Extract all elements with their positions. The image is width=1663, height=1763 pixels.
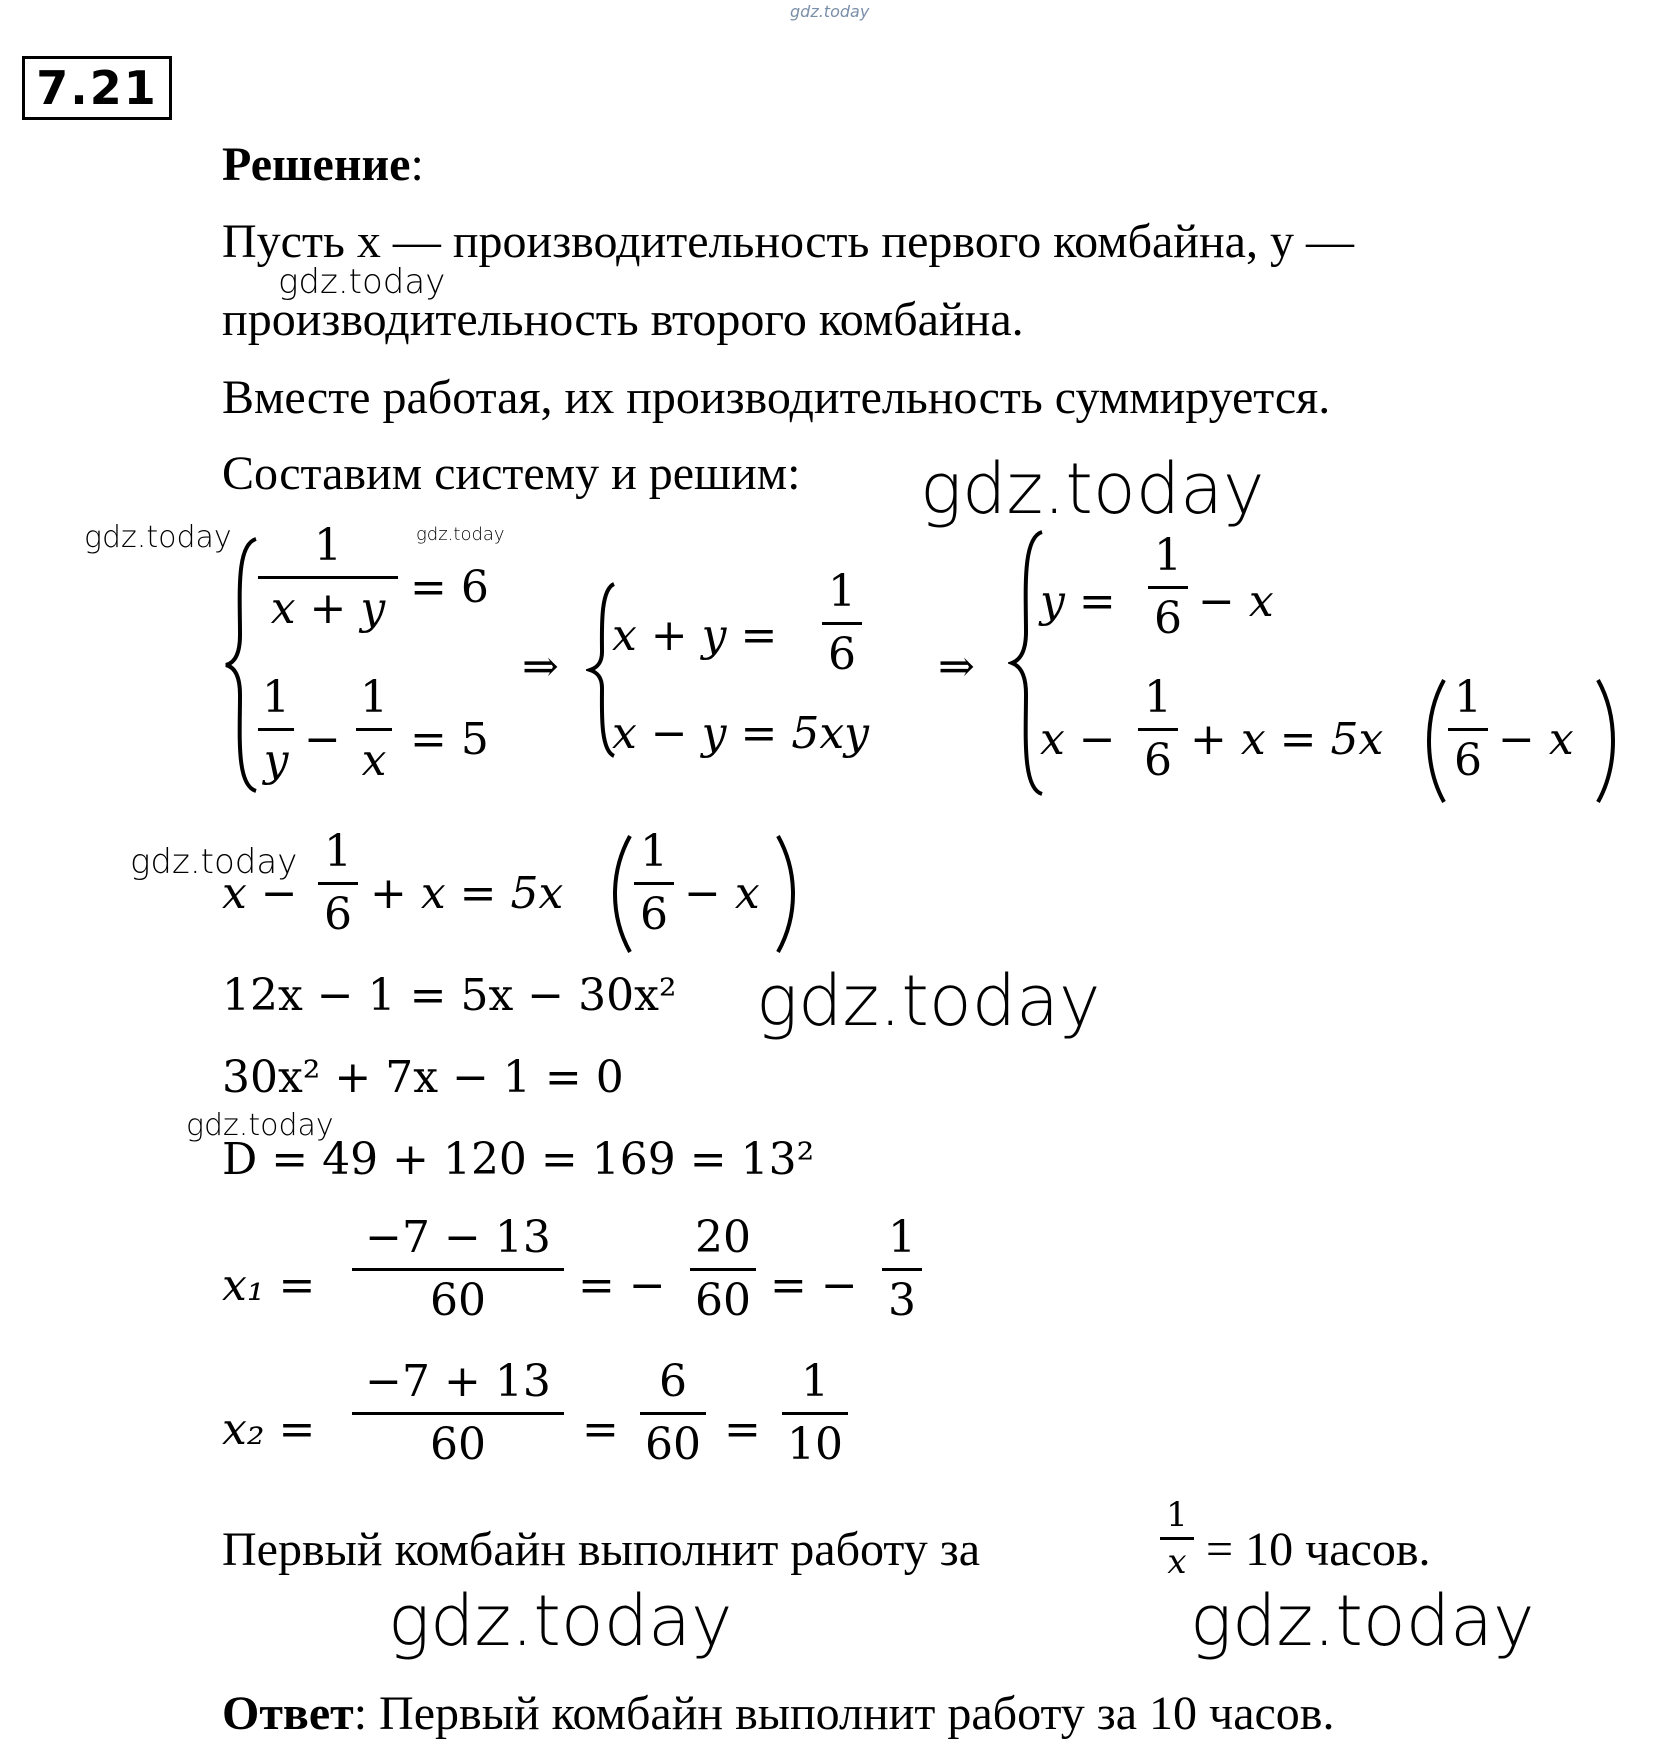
- numerator: 1: [828, 566, 856, 617]
- x2-fraction-3: [782, 1356, 848, 1470]
- sys1-eq2-minus: −: [304, 714, 341, 765]
- denominator: 3: [888, 1275, 916, 1326]
- left-paren: [1420, 676, 1448, 806]
- numerator: 1: [360, 672, 388, 723]
- x2-fraction-1: [352, 1356, 564, 1470]
- denominator: x + y: [270, 583, 386, 634]
- fraction-bar: [822, 622, 862, 625]
- fraction-bar: [1160, 1537, 1194, 1540]
- fraction-bar: [318, 882, 358, 885]
- step1-lhs: x −: [222, 868, 298, 919]
- denominator: 60: [645, 1419, 701, 1470]
- sys2-eq1-lhs: x + y =: [612, 610, 778, 661]
- x1-fraction-2: [690, 1212, 756, 1326]
- sys3-eq2-fraction: [1138, 672, 1178, 786]
- watermark: gdz.today: [1190, 1580, 1535, 1662]
- denominator: x: [361, 735, 387, 786]
- fraction-bar: [1448, 728, 1488, 731]
- fraction-bar: [782, 1412, 848, 1415]
- numerator: 1: [640, 826, 668, 877]
- fraction-bar: [258, 728, 294, 731]
- fraction-bar: [352, 1268, 564, 1271]
- solution-label: Решение: [222, 138, 411, 191]
- x2-equals-2: =: [582, 1404, 619, 1455]
- watermark: gdz.today: [388, 1580, 733, 1662]
- denominator: y: [263, 735, 289, 786]
- sys3-eq1-tail: − x: [1198, 576, 1274, 627]
- text-line-1: Пусть х — производительность первого комбайна, у —: [222, 215, 1354, 268]
- watermark: gdz.today: [920, 448, 1265, 530]
- answer-line: [222, 1687, 1335, 1740]
- answer-text: : Первый комбайн выполнит работу за 10 часов.: [353, 1687, 1335, 1740]
- conclusion-post: = 10 часов.: [1206, 1523, 1431, 1576]
- numerator: 1: [801, 1356, 829, 1407]
- numerator: 1: [324, 826, 352, 877]
- watermark: gdz.today: [130, 842, 298, 882]
- implies-arrow-1: ⇒: [522, 641, 559, 692]
- denominator: 6: [1144, 735, 1172, 786]
- step1-inner-tail: − x: [684, 868, 760, 919]
- watermark: gdz.today: [278, 262, 446, 302]
- sys3-eq1-fraction: [1148, 530, 1188, 644]
- sys3-eq2-inner-fraction: [1448, 672, 1488, 786]
- sys1-eq1-fraction: [258, 520, 398, 634]
- fraction-bar: [640, 1412, 706, 1415]
- denominator: 60: [430, 1275, 486, 1326]
- denominator: 6: [640, 889, 668, 940]
- sys3-eq2-lhs: x −: [1040, 714, 1116, 765]
- numerator: 1: [1166, 1495, 1188, 1535]
- text-line-4: Составим систему и решим:: [222, 447, 801, 500]
- text-line-2: производительность второго комбайна.: [222, 293, 1024, 346]
- denominator: 6: [828, 629, 856, 680]
- watermark: gdz.today: [416, 524, 505, 545]
- watermark: gdz.today: [756, 960, 1101, 1042]
- right-paren: [1594, 676, 1622, 806]
- step2-equation: 12x − 1 = 5x − 30x²: [222, 970, 677, 1021]
- denominator: 60: [695, 1275, 751, 1326]
- solution-heading: [222, 138, 424, 191]
- watermark-top: gdz.today: [790, 2, 870, 21]
- step1-fraction: [318, 826, 358, 940]
- numerator: 1: [1454, 672, 1482, 723]
- x1-fraction-1: [352, 1212, 564, 1326]
- answer-label: Ответ: [222, 1687, 354, 1740]
- sys2-eq2: x − y = 5xy: [612, 708, 870, 759]
- denominator: x: [1167, 1542, 1187, 1582]
- fraction-bar: [1148, 586, 1188, 589]
- x1-equals-2: = −: [578, 1260, 666, 1311]
- step1-mid: + x = 5x: [370, 868, 564, 919]
- left-paren: [606, 832, 634, 956]
- numerator: 6: [659, 1356, 687, 1407]
- fraction-bar: [1138, 728, 1178, 731]
- numerator: 1: [1144, 672, 1172, 723]
- numerator: 1: [262, 672, 290, 723]
- x1-fraction-3: [882, 1212, 922, 1326]
- denominator: 60: [430, 1419, 486, 1470]
- numerator: 20: [695, 1212, 751, 1263]
- sys3-eq1-lhs: y =: [1040, 576, 1116, 627]
- right-paren: [774, 832, 802, 956]
- conclusion-fraction: [1160, 1495, 1194, 1582]
- sys1-eq1-rhs: = 6: [410, 562, 489, 613]
- fraction-bar: [356, 728, 392, 731]
- brace-system-1: [222, 535, 262, 795]
- numerator: −7 + 13: [365, 1356, 551, 1407]
- fraction-bar: [258, 576, 398, 579]
- sys1-eq2-fraction-b: [356, 672, 392, 786]
- fraction-bar: [352, 1412, 564, 1415]
- step4-discriminant: D = 49 + 120 = 169 = 13²: [222, 1134, 815, 1185]
- denominator: 6: [324, 889, 352, 940]
- watermark: gdz.today: [84, 520, 232, 555]
- fraction-bar: [690, 1268, 756, 1271]
- x1-equals-3: = −: [770, 1260, 858, 1311]
- watermark: gdz.today: [186, 1108, 334, 1143]
- sys3-eq2-mid: + x = 5x: [1190, 714, 1384, 765]
- numerator: 1: [1154, 530, 1182, 581]
- denominator: 6: [1154, 593, 1182, 644]
- solution-colon: :: [410, 138, 424, 191]
- denominator: 6: [1454, 735, 1482, 786]
- numerator: 1: [314, 520, 342, 571]
- x1-lhs: x₁ =: [222, 1260, 316, 1311]
- x2-equals-3: =: [724, 1404, 761, 1455]
- problem-number: 7.21: [22, 56, 172, 120]
- sys3-eq2-inner-tail: − x: [1498, 714, 1574, 765]
- x2-lhs: x₂ =: [222, 1404, 316, 1455]
- sys1-eq2-rhs: = 5: [410, 714, 489, 765]
- fraction-bar: [882, 1268, 922, 1271]
- text-line-3: Вместе работая, их производительность суммируется.: [222, 371, 1331, 424]
- conclusion-pre: Первый комбайн выполнит работу за: [222, 1523, 980, 1576]
- fraction-bar: [634, 882, 674, 885]
- sys1-eq2-fraction-a: [258, 672, 294, 786]
- sys2-eq1-fraction: [822, 566, 862, 680]
- numerator: 1: [888, 1212, 916, 1263]
- denominator: 10: [787, 1419, 843, 1470]
- step1-inner-fraction: [634, 826, 674, 940]
- step3-equation: 30x² + 7x − 1 = 0: [222, 1052, 624, 1103]
- numerator: −7 − 13: [365, 1212, 551, 1263]
- x2-fraction-2: [640, 1356, 706, 1470]
- implies-arrow-2: ⇒: [938, 641, 975, 692]
